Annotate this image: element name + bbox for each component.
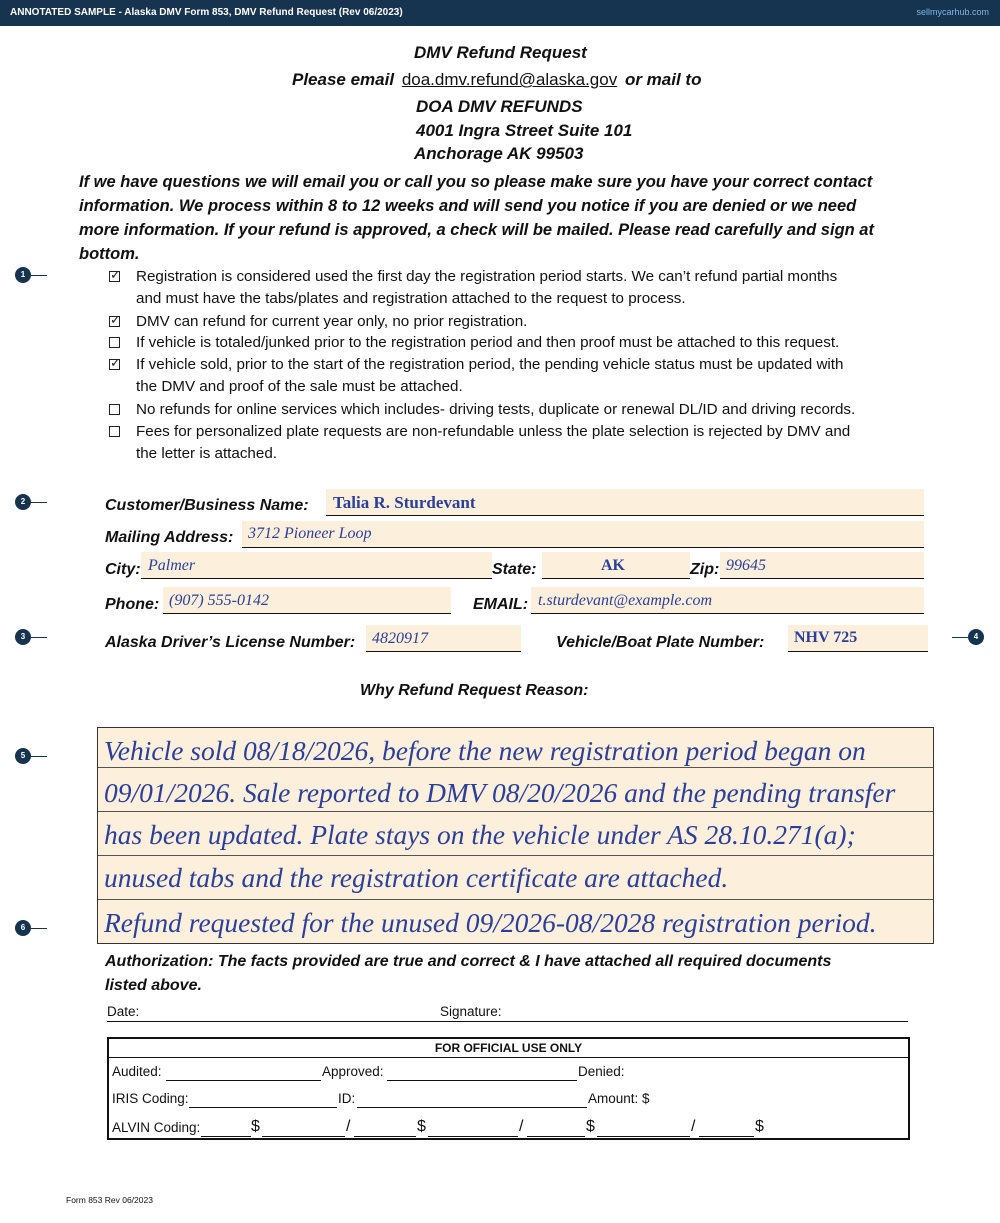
annotation-marker-3[interactable]: 3 xyxy=(15,629,31,645)
email-suffix: or mail to xyxy=(624,70,702,89)
condition-line: Fees for personalized plate requests are non-refundable unless the plate selection is rejected by DMV and xyxy=(136,423,851,440)
signature-label: Signature: xyxy=(440,1004,502,1019)
approved-label: Approved: xyxy=(322,1064,384,1079)
id-line[interactable] xyxy=(357,1107,587,1108)
approved-line[interactable] xyxy=(387,1080,577,1081)
address-line-3: Anchorage AK 99503 xyxy=(414,144,584,163)
reason-label: Why Refund Request Reason: xyxy=(360,682,589,699)
marker-connector xyxy=(31,637,47,638)
marker-connector xyxy=(31,502,47,503)
intro-line: bottom. xyxy=(79,245,140,263)
annotation-marker-2[interactable]: 2 xyxy=(15,494,31,510)
audited-line[interactable] xyxy=(166,1080,321,1081)
alvin-line[interactable] xyxy=(354,1136,416,1137)
condition-line: If vehicle sold, prior to the start of the registration period, the pending vehicle status must be updated with xyxy=(136,356,844,373)
condition-text-4 xyxy=(136,354,843,398)
alvin-slash: / xyxy=(519,1118,524,1135)
checkmark-icon: ✓ xyxy=(110,267,121,282)
condition-line: DMV can refund for current year only, no prior registration. xyxy=(136,313,528,330)
annotation-marker-6[interactable]: 6 xyxy=(15,920,31,936)
authorization-line-2: listed above. xyxy=(105,977,202,994)
intro-line: information. We process within 8 to 12 weeks and will send you notice if you are denied or we need xyxy=(79,197,857,215)
mailing-address-value: 3712 Pioneer Loop xyxy=(248,525,372,542)
city-label: City: xyxy=(105,561,141,578)
annotation-marker-5[interactable]: 5 xyxy=(15,748,31,764)
reason-text-area[interactable] xyxy=(97,727,934,944)
intro-line: more information. If your refund is approved, a check will be mailed. Please read carefully and sign at xyxy=(79,221,874,239)
audited-label: Audited: xyxy=(112,1064,162,1079)
intro-line: If we have questions we will email you or call you so please make sure you have your correct contact xyxy=(79,173,873,191)
alvin-dollar: $ xyxy=(417,1118,426,1135)
alvin-line[interactable] xyxy=(699,1136,754,1137)
annotation-marker-1[interactable]: 1 xyxy=(15,267,31,283)
intro-paragraph xyxy=(79,170,929,266)
condition-line: No refunds for online services which includes- driving tests, duplicate or renewal DL/ID and driving records. xyxy=(136,401,856,418)
annotation-marker-4[interactable]: 4 xyxy=(968,629,984,645)
alvin-line[interactable] xyxy=(428,1136,518,1137)
reason-line-2: 09/01/2026. Sale reported to DMV 08/20/2026 and the pending transfer xyxy=(104,777,896,808)
reason-line-5: Refund requested for the unused 09/2026-08/2028 registration period. xyxy=(104,907,877,938)
iris-coding-label: IRIS Coding: xyxy=(112,1091,189,1106)
official-use-title: FOR OFFICIAL USE ONLY xyxy=(109,1039,908,1058)
reason-line-3: has been updated. Plate stays on the vehicle under AS 28.10.271(a); xyxy=(104,819,856,850)
plate-number-value: NHV 725 xyxy=(794,629,858,646)
alvin-dollar: $ xyxy=(251,1118,260,1135)
zip-label: Zip: xyxy=(690,561,720,578)
denied-label: Denied: xyxy=(578,1064,625,1079)
alvin-slash: / xyxy=(346,1118,351,1135)
marker-connector xyxy=(31,275,47,276)
amount-label: Amount: $ xyxy=(588,1091,650,1106)
alvin-dollar: $ xyxy=(586,1118,595,1135)
condition-text-6 xyxy=(136,421,850,465)
condition-line: the DMV and proof of the sale must be attached. xyxy=(136,378,463,395)
condition-line: Registration is considered used the first day the registration period starts. We can’t refund partial months xyxy=(136,268,838,285)
condition-line: and must have the tabs/plates and registration attached to the request to process. xyxy=(136,290,686,307)
checkmark-icon: ✓ xyxy=(110,312,121,327)
email-instruction xyxy=(292,70,701,90)
authorization-line-1: Authorization: The facts provided are true and correct & I have attached all required documents xyxy=(105,953,832,970)
phone-value: (907) 555-0142 xyxy=(169,592,269,609)
condition-checkbox-1[interactable] xyxy=(109,267,121,282)
form-title: DMV Refund Request xyxy=(414,43,587,62)
refund-email-link[interactable]: doa.dmv.refund@alaska.gov xyxy=(401,70,618,89)
official-use-box xyxy=(107,1037,910,1140)
form-footer: Form 853 Rev 06/2023 xyxy=(66,1195,153,1205)
reason-line-4: unused tabs and the registration certificate are attached. xyxy=(104,862,729,893)
email-prefix: Please email xyxy=(292,70,395,89)
banner-site-link[interactable]: sellmycarhub.com xyxy=(916,7,989,17)
iris-coding-line[interactable] xyxy=(189,1107,337,1108)
condition-text-5 xyxy=(136,399,855,421)
phone-label: Phone: xyxy=(105,596,160,613)
condition-checkbox-4[interactable] xyxy=(109,355,121,370)
alvin-line[interactable] xyxy=(201,1136,251,1137)
reason-rule xyxy=(98,899,933,900)
condition-checkbox-6[interactable] xyxy=(109,426,120,437)
address-line-1: DOA DMV REFUNDS xyxy=(416,97,583,116)
condition-line: If vehicle is totaled/junked prior to the registration period and then proof must be attached to this request. xyxy=(136,334,840,351)
mailing-address-label: Mailing Address: xyxy=(105,529,234,546)
alvin-coding-label: ALVIN Coding: xyxy=(112,1120,201,1135)
city-value: Palmer xyxy=(148,557,196,574)
reason-rule xyxy=(98,767,933,768)
marker-connector xyxy=(31,928,47,929)
condition-checkbox-2[interactable] xyxy=(109,312,121,327)
plate-number-label: Vehicle/Boat Plate Number: xyxy=(556,634,765,651)
condition-checkbox-5[interactable] xyxy=(109,404,120,415)
zip-value: 99645 xyxy=(726,557,766,574)
state-value: AK xyxy=(601,557,625,574)
date-signature-line[interactable] xyxy=(107,1021,908,1022)
state-label: State: xyxy=(492,561,537,578)
alvin-dollar: $ xyxy=(755,1118,764,1135)
alvin-line[interactable] xyxy=(527,1136,585,1137)
customer-name-label: Customer/Business Name: xyxy=(105,497,309,514)
alvin-line[interactable] xyxy=(597,1136,690,1137)
id-label: ID: xyxy=(338,1091,356,1106)
drivers-license-label: Alaska Driver’s License Number: xyxy=(105,634,356,651)
alvin-line[interactable] xyxy=(262,1136,345,1137)
address-line-2: 4001 Ingra Street Suite 101 xyxy=(416,121,633,140)
date-label: Date: xyxy=(107,1004,140,1019)
reason-rule xyxy=(98,855,933,856)
alvin-slash: / xyxy=(691,1118,696,1135)
checkmark-icon: ✓ xyxy=(110,355,121,370)
marker-connector xyxy=(31,756,47,757)
condition-line: the letter is attached. xyxy=(136,445,277,462)
banner-title: ANNOTATED SAMPLE - Alaska DMV Form 853, DMV Refund Request (Rev 06/2023) xyxy=(10,7,403,18)
email-value: t.sturdevant@example.com xyxy=(538,592,713,609)
drivers-license-value: 4820917 xyxy=(372,630,428,647)
email-label: EMAIL: xyxy=(473,596,529,613)
condition-text-3 xyxy=(136,332,839,354)
condition-text-2 xyxy=(136,311,527,333)
condition-checkbox-3[interactable] xyxy=(109,337,120,348)
reason-rule xyxy=(98,811,933,812)
top-banner xyxy=(0,0,1000,26)
marker-connector xyxy=(952,637,968,638)
customer-name-value: Talia R. Sturdevant xyxy=(333,493,476,512)
condition-text-1 xyxy=(136,266,837,310)
reason-line-1: Vehicle sold 08/18/2026, before the new registration period began on xyxy=(104,735,866,766)
